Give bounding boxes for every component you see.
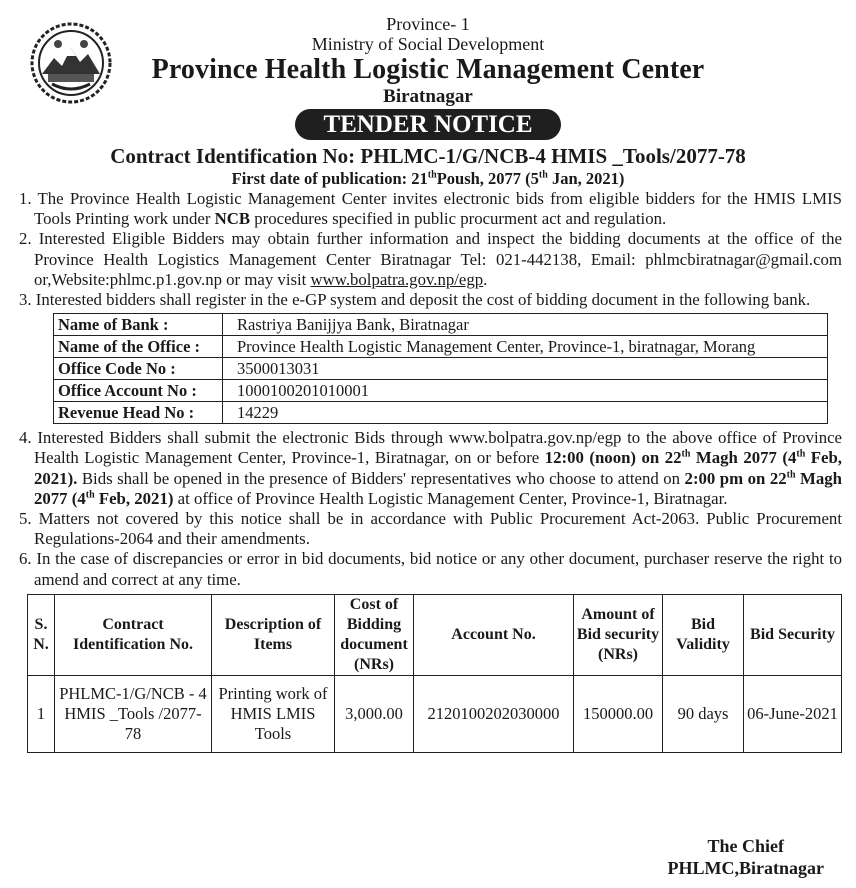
contract-identification: Contract Identification No: PHLMC-1/G/NCB-4 HMIS _Tools/2077-78 [110,143,746,168]
paragraph-1: 1. The Province Health Logistic Management Center invites electronic bids from eligible bidders for the HMIS LMIS Tools Printing work under NCB procedures specified in public procurment act and regulation. [19,188,842,229]
nepal-emblem-icon [30,22,112,104]
paragraph-6: 6. In the case of discrepancies or error in bid documents, bid notice or any other document, purchaser reserve the right to amend and correct at any time. [19,549,842,589]
notice-title-badge: TENDER NOTICE [295,109,560,140]
bolpatra-link[interactable]: www.bolpatra.gov.np/egp [310,269,484,289]
province-label: Province- 1 [386,14,470,34]
table-header-row [28,594,842,675]
paragraph-2: 2. Interested Eligible Bidders may obtain further information and inspect the bidding documents at the office of the Province Health Logistics Management Center Biratnagar Tel: 021-442138, Email: phlmcbiratnagar@gmail.com or,Website:phlmc.p1.gov.np or may visit www.bolpatra.gov.np/egp. [19,229,842,289]
publication-date: First date of publication: 21thPoush, 2077 (5th Jan, 2021) [231,169,625,189]
ministry-label: Ministry of Social Development [311,34,545,55]
header-cost: Cost of Bidding document (NRs) [335,594,414,675]
header-bid-security: Bid Security [744,594,842,675]
table-row: Name of the Office : Province Health Logistic Management Center, Province-1, biratnagar, Morang [54,336,828,358]
table-row: Name of Bank : Rastriya Banijjya Bank, Biratnagar [54,314,828,336]
table-row: Office Code No : 3500013031 [54,358,828,380]
bank-details-table [53,313,828,424]
header-bid-security-amount: Amount of Bid security (NRs) [574,594,663,675]
paragraph-5: 5. Matters not covered by this notice shall be in accordance with Public Procurement Act-2063. Public Procurement Regulations-2064 and their amendments. [19,508,842,549]
table-row: 1 PHLMC-1/G/NCB - 4 HMIS _Tools /2077-78 Printing work of HMIS LMIS Tools 3,000.00 2120100202030000 150000.00 90 days 06-June-2021 [28,675,842,752]
signature-block [668,835,824,879]
header-bid-validity: Bid Validity [663,594,744,675]
paragraph-4: 4. Interested Bidders shall submit the electronic Bids through www.bolpatra.gov.np/egp to the above office of Province Health Logistic Management Center, Province-1, Biratnagar, on or before 12:00 (noon) on 22th Magh 2077 (4th Feb, 2021). Bids shall be opened in the presence of Bidders' representatives who choose to attend on 2:00 pm on 22th Magh 2077 (4th Feb, 2021) at office of Province Health Logistic Management Center, Province-1, Biratnagar. [19,428,842,508]
table-row: Revenue Head No : 14229 [54,402,828,424]
table-row: Office Account No : 1000100201010001 [54,380,828,402]
header-contract-id: Contract Identification No. [55,594,212,675]
signatory-office: PHLMC,Biratnagar [667,858,824,878]
letterhead [6,0,850,189]
header-account: Account No. [414,594,574,675]
city-label: Biratnagar [383,85,473,107]
signatory-title: The Chief [707,836,784,856]
bid-items-table [27,594,842,753]
paragraph-3: 3. Interested bidders shall register in the e-GP system and deposit the cost of bidding document in the following bank. [19,289,811,309]
header-description: Description of Items [212,594,335,675]
organization-title: Province Health Logistic Management Center [151,54,705,86]
header-sn: S. N. [28,594,55,675]
